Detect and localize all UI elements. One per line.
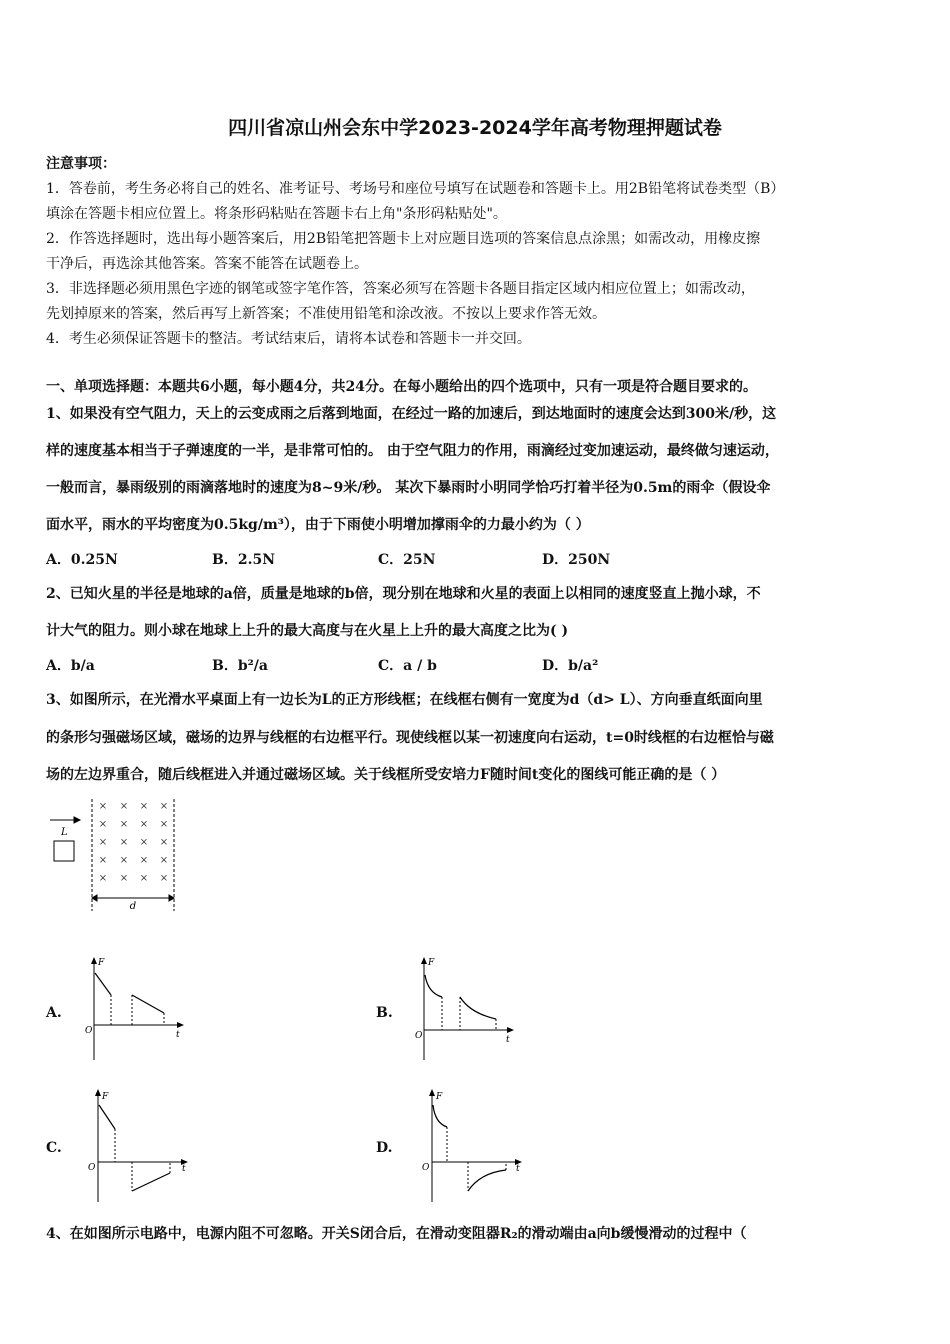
svg-text:×: × (159, 855, 169, 866)
q3-option-d[interactable]: D. (376, 1140, 393, 1156)
svg-text:×: × (139, 819, 149, 830)
svg-text:×: × (159, 837, 169, 848)
svg-text:×: × (98, 855, 108, 866)
svg-text:t: t (176, 1030, 180, 1040)
side-length-label: L (61, 827, 68, 838)
q4-text: 4、在如图所示电路中，电源内阻不可忽略。开关S闭合后，在滑动变阻器R₂的滑动端由a向b缓慢滑动的过程中（ (46, 1226, 747, 1242)
q3-field-figure (44, 795, 184, 917)
svg-text:×: × (159, 819, 169, 830)
notice-line: 1．答卷前，考生务必将自己的姓名、准考证号、考场号和座位号填写在试题卷和答题卡上。用2B铅笔将试卷类型（B） (46, 181, 785, 197)
svg-text:×: × (139, 873, 149, 884)
svg-text:×: × (139, 855, 149, 866)
q3-option-a[interactable]: A. (46, 1005, 62, 1021)
svg-text:F: F (102, 1092, 109, 1102)
width-label: d (129, 901, 137, 912)
notice-line: 填涂在答题卡相应位置上。将条形码粘贴在答题卡右上角"条形码粘贴处"。 (46, 206, 507, 222)
svg-text:t: t (506, 1035, 510, 1045)
notice-heading: 注意事项： (46, 156, 116, 172)
svg-text:×: × (139, 837, 149, 848)
q1-option-d[interactable]: D．250N (542, 552, 611, 568)
svg-text:F: F (436, 1092, 443, 1102)
q3-text: 的条形匀强磁场区域，磁场的边界与线框的右边框平行。现使线框以某一初速度向右运动，t=0时线框的右边框恰与磁 (46, 730, 774, 746)
svg-text:O: O (415, 1031, 423, 1041)
q3-graph-b (412, 955, 522, 1065)
svg-text:×: × (98, 801, 108, 812)
q1-text: 面水平，雨水的平均密度为0.5kg/m³），由于下雨使小明增加撑雨伞的力最小约为（ ） (46, 517, 590, 533)
svg-text:×: × (119, 801, 129, 812)
q3-text: 场的左边界重合，随后线框进入并通过磁场区域。关于线框所受安培力F随时间t变化的图线可能正确的是（ ） (46, 767, 726, 783)
svg-text:×: × (98, 837, 108, 848)
q3-graph-c (86, 1087, 196, 1207)
section-header: 一、单项选择题：本题共6小题，每小题4分，共24分。在每小题给出的四个选项中，只有一项是符合题目要求的。 (46, 379, 757, 395)
q1-option-b[interactable]: B．2.5N (212, 552, 275, 568)
q2-option-d[interactable]: D．b/a² (542, 658, 599, 674)
q2-text: 计大气的阻力。则小球在地球上上升的最大高度与在火星上上升的最大高度之比为( ) (46, 623, 569, 639)
svg-text:×: × (119, 855, 129, 866)
svg-text:×: × (119, 819, 129, 830)
svg-text:F: F (98, 958, 105, 968)
q3-option-c[interactable]: C. (46, 1140, 62, 1156)
svg-text:×: × (98, 873, 108, 884)
notice-line: 干净后，再选涂其他答案。答案不能答在试题卷上。 (46, 256, 368, 272)
q2-option-b[interactable]: B．b²/a (212, 658, 268, 674)
q2-text: 2、已知火星的半径是地球的a倍，质量是地球的b倍，现分别在地球和火星的表面上以相同的速度竖直上抛小球，不 (46, 586, 761, 602)
page-title: 四川省凉山州会东中学2023-2024学年高考物理押题试卷 (228, 117, 722, 139)
q1-option-a[interactable]: A．0.25N (46, 552, 118, 568)
svg-text:×: × (159, 873, 169, 884)
notice-line: 4．考生必须保证答题卡的整洁。考试结束后，请将本试卷和答题卡一并交回。 (46, 331, 531, 347)
notice-line: 2．作答选择题时，选出每小题答案后，用2B铅笔把答题卡上对应题目选项的答案信息点涂黑；如需改动，用橡皮擦 (46, 231, 761, 247)
notice-line: 3．非选择题必须用黑色字迹的钢笔或签字笔作答，答案必须写在答题卡各题目指定区域内相应位置上；如需改动， (46, 281, 755, 297)
svg-text:×: × (119, 873, 129, 884)
q1-text: 1、如果没有空气阻力，天上的云变成雨之后落到地面，在经过一路的加速后，到达地面时的速度会达到300米/秒，这 (46, 406, 777, 422)
q3-option-b[interactable]: B. (376, 1005, 393, 1021)
svg-text:F: F (428, 958, 435, 968)
field-crosses (99, 801, 168, 884)
notice-line: 先划掉原来的答案，然后再写上新答案；不准使用铅笔和涂改液。不按以上要求作答无效。 (46, 306, 606, 322)
svg-text:O: O (422, 1163, 430, 1173)
square-loop (54, 841, 74, 861)
svg-text:t: t (182, 1164, 186, 1174)
q2-option-c[interactable]: C．a / b (378, 658, 437, 674)
svg-text:×: × (119, 837, 129, 848)
svg-text:O: O (85, 1026, 93, 1036)
q2-option-a[interactable]: A．b/a (46, 658, 95, 674)
svg-text:×: × (98, 819, 108, 830)
q3-text: 3、如图所示，在光滑水平桌面上有一边长为L的正方形线框；在线框右侧有一宽度为d（d> L）、方向垂直纸面向里 (46, 692, 763, 708)
q3-graph-d (420, 1087, 530, 1207)
q3-graph-a (82, 955, 192, 1065)
q1-text: 一般而言，暴雨级别的雨滴落地时的速度为8~9米/秒。 某次下暴雨时小明同学恰巧打着半径为0.5m的雨伞（假设伞 (46, 480, 771, 496)
svg-text:t: t (516, 1164, 520, 1174)
svg-text:O: O (88, 1163, 96, 1173)
svg-text:×: × (159, 801, 169, 812)
svg-text:×: × (139, 801, 149, 812)
q1-option-c[interactable]: C．25N (378, 552, 436, 568)
q1-text: 样的速度基本相当于子弹速度的一半，是非常可怕的。 由于空气阻力的作用，雨滴经过变加速运动，最终做匀速运动， (46, 443, 779, 459)
velocity-arrow (50, 817, 80, 823)
